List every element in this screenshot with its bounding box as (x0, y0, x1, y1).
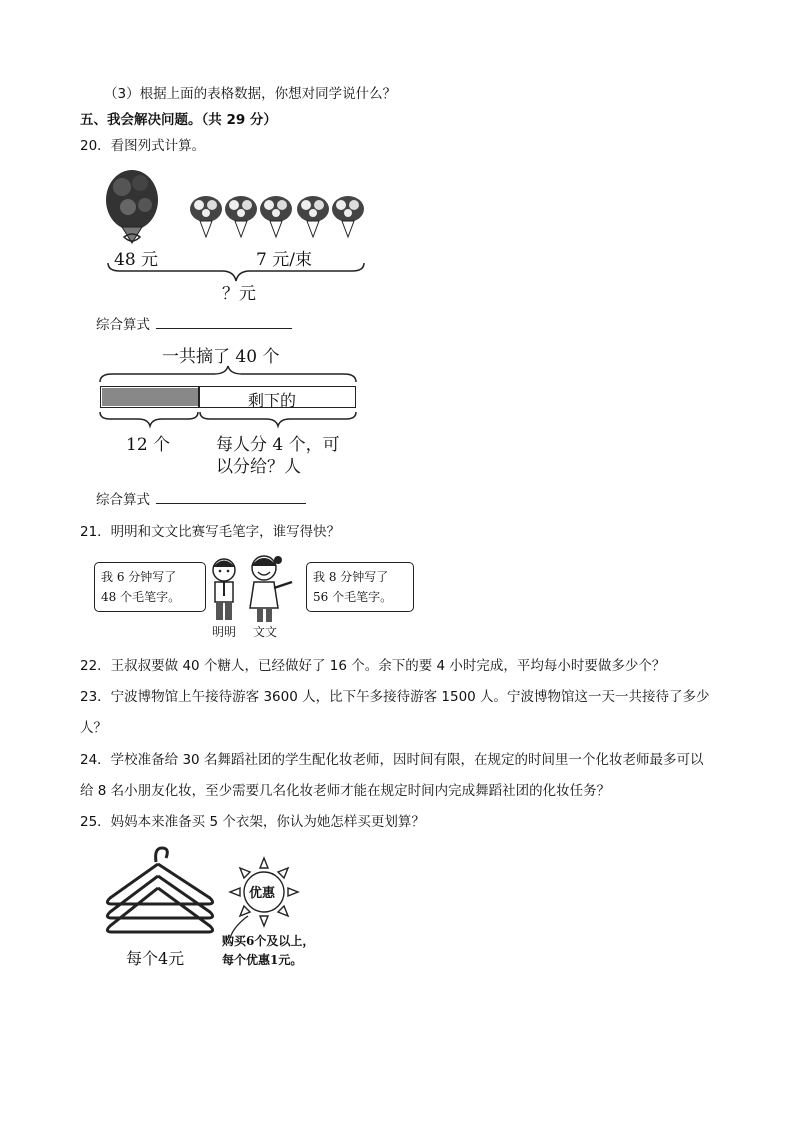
name-wenwen: 文文 (253, 625, 278, 639)
question-21-title: 21．明明和文文比赛写毛笔字，谁写得快？ (80, 524, 341, 540)
discount-text-line-2: 每个优惠1元。 (222, 953, 303, 967)
question-24-line-1: 24．学校准备给 30 名舞蹈社团的学生配化妆老师，因时间有限，在规定的时间里一个化妆老师最多可以 (80, 752, 704, 768)
picked-count-label: 12 个 (126, 435, 171, 455)
bubble-right-line-1: 我 8 分钟写了 (313, 570, 389, 584)
small-bouquet-icon-2 (225, 196, 257, 237)
bar-divider (198, 386, 200, 408)
question-23-line-2: 人？ (80, 720, 107, 736)
girl-wenwen-icon (250, 556, 292, 622)
question-22: 22．王叔叔要做 40 个糖人，已经做好了 16 个。余下的要 4 小时完成，平均每小时要做多少个？ (80, 658, 666, 674)
flower-bouquets-image (100, 165, 370, 255)
total-price-question: ？元 (222, 284, 256, 304)
question-23-line-1: 23．宁波博物馆上午接待游客 3600 人，比下午多接待游客 1500 人。宁波博物馆这一天一共接待了多少 (80, 689, 710, 705)
question-20-title: 20．看图列式计算。 (80, 138, 206, 154)
top-brace (96, 364, 366, 384)
share-text-line-1: 每人分 4 个，可 (216, 435, 340, 455)
apple-bar-figure (96, 340, 366, 475)
bubble-left-line-1: 我 6 分钟写了 (101, 570, 177, 584)
sun-discount-label: 优惠 (249, 886, 276, 901)
formula-answer-line-1[interactable] (156, 328, 292, 329)
bubble-right-line-2: 56 个毛笔字。 (313, 590, 393, 604)
small-bouquet-icon-4 (297, 196, 329, 237)
formula-answer-line-2[interactable] (156, 503, 306, 504)
name-mingming: 明明 (212, 625, 237, 639)
hangers-image (100, 842, 220, 952)
big-bouquet-price: 48 元 (114, 250, 159, 270)
question-25-title: 25．妈妈本来准备买 5 个衣架，你认为她怎样买更划算？ (80, 814, 425, 830)
question-24-line-2: 给 8 名小朋友化妆，至少需要几名化妆老师才能在规定时间内完成舞蹈社团的化妆任务？ (80, 783, 611, 799)
boy-mingming-icon (213, 559, 235, 620)
total-picked-label: 一共摘了 40 个 (162, 347, 280, 367)
flower-figure (100, 165, 370, 304)
big-bouquet-icon (106, 170, 158, 243)
speech-bubble-left (94, 562, 206, 612)
bubble-left-line-2: 48 个毛笔字。 (101, 590, 181, 604)
hanger-icon (107, 848, 212, 932)
bar-picked-segment (102, 388, 198, 406)
speech-bubble-right (306, 562, 414, 612)
small-bouquet-price: 7 元/束 (256, 250, 312, 270)
question-19-part-3: （3）根据上面的表格数据，你想对同学说什么？ (104, 86, 397, 102)
small-bouquet-icon-1 (190, 196, 222, 237)
discount-text-line-1: 购买6个及以上， (222, 934, 315, 948)
formula-label-1: 综合算式 (96, 317, 150, 333)
hanger-price: 每个4元 (126, 949, 185, 968)
bottom-braces (96, 410, 366, 430)
small-bouquet-icon-5 (332, 196, 364, 237)
section-title: 五、我会解决问题。（共 29 分） (80, 112, 277, 128)
small-bouquet-icon-3 (260, 196, 292, 237)
kids-illustration (202, 552, 302, 632)
formula-label-2: 综合算式 (96, 492, 150, 508)
remaining-label: 剩下的 (248, 391, 297, 410)
share-text-line-2: 以分给？人 (216, 457, 301, 477)
